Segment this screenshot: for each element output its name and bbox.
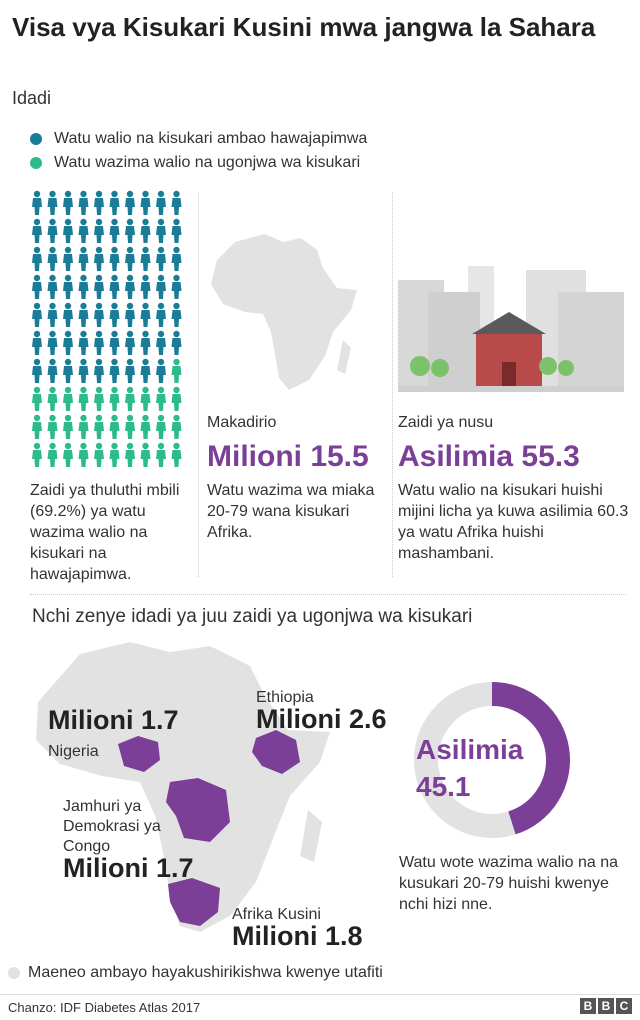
map-legend — [8, 964, 383, 982]
person-icon-diagnosed — [172, 387, 182, 411]
person-icon-diagnosed — [79, 387, 89, 411]
person-icon-undiagnosed — [48, 331, 58, 355]
person-icon-undiagnosed — [141, 359, 151, 383]
person-icon-undiagnosed — [48, 191, 58, 215]
map-legend-dot — [8, 967, 20, 979]
person-icon-undiagnosed — [63, 191, 73, 215]
person-icon-undiagnosed — [141, 275, 151, 299]
person-icon-undiagnosed — [110, 219, 120, 243]
person-icon-undiagnosed — [156, 303, 166, 327]
person-icon-undiagnosed — [110, 303, 120, 327]
legend-item-diagnosed — [30, 154, 360, 172]
person-icon-diagnosed — [125, 443, 135, 467]
person-icon-undiagnosed — [79, 191, 89, 215]
person-icon-diagnosed — [63, 387, 73, 411]
person-icon-diagnosed — [48, 415, 58, 439]
divider — [392, 192, 393, 577]
person-icon-undiagnosed — [32, 219, 42, 243]
person-icon-undiagnosed — [48, 247, 58, 271]
page-subtitle: Idadi — [12, 88, 52, 108]
person-icon-undiagnosed — [156, 191, 166, 215]
person-icon-diagnosed — [125, 415, 135, 439]
person-icon-diagnosed — [32, 443, 42, 467]
person-icon-undiagnosed — [172, 247, 182, 271]
person-icon-undiagnosed — [172, 303, 182, 327]
person-icon-undiagnosed — [79, 359, 89, 383]
person-icon-undiagnosed — [32, 247, 42, 271]
legend-dot-undiagnosed — [30, 133, 42, 145]
africa-countries-map — [20, 632, 350, 952]
person-icon-diagnosed — [172, 359, 182, 383]
legend-label-diagnosed: Watu wazima walio na ugonjwa wa kisukari — [54, 154, 361, 171]
person-icon-diagnosed — [48, 387, 58, 411]
divider — [198, 192, 199, 577]
footer-divider — [0, 994, 640, 995]
person-icon-diagnosed — [156, 387, 166, 411]
person-icon-undiagnosed — [125, 303, 135, 327]
africa-label: Makadirio — [207, 414, 277, 431]
person-icon-diagnosed — [172, 415, 182, 439]
bbc-logo: B B C — [580, 998, 632, 1014]
person-icon-diagnosed — [156, 415, 166, 439]
person-icon-undiagnosed — [48, 359, 58, 383]
person-icon-undiagnosed — [156, 219, 166, 243]
person-icon-diagnosed — [141, 443, 151, 467]
person-icon-diagnosed — [63, 443, 73, 467]
person-icon-undiagnosed — [32, 331, 42, 355]
person-icon-undiagnosed — [141, 219, 151, 243]
person-icon-undiagnosed — [110, 275, 120, 299]
person-icon-diagnosed — [94, 415, 104, 439]
person-icon-undiagnosed — [125, 247, 135, 271]
person-icon-undiagnosed — [63, 275, 73, 299]
people-pictogram — [30, 190, 185, 472]
person-icon-undiagnosed — [110, 331, 120, 355]
person-icon-undiagnosed — [79, 303, 89, 327]
person-icon-undiagnosed — [48, 219, 58, 243]
person-icon-undiagnosed — [48, 275, 58, 299]
person-icon-undiagnosed — [48, 303, 58, 327]
drc-value: Milioni 1.7 — [63, 853, 194, 883]
person-icon-undiagnosed — [94, 303, 104, 327]
person-icon-undiagnosed — [32, 359, 42, 383]
donut-value: 45.1 — [416, 771, 471, 802]
person-icon-undiagnosed — [172, 331, 182, 355]
legend-label-undiagnosed: Watu walio na kisukari ambao hawajapimwa — [54, 130, 368, 147]
donut-description: Watu wote wazima walio na na kusukari 20-79 huishi kwenye nchi hizi nne. — [399, 854, 619, 913]
legend-dot-diagnosed — [30, 157, 42, 169]
person-icon-undiagnosed — [79, 275, 89, 299]
person-icon-undiagnosed — [110, 359, 120, 383]
person-icon-diagnosed — [141, 387, 151, 411]
city-illustration — [398, 262, 624, 392]
person-icon-undiagnosed — [156, 359, 166, 383]
person-icon-undiagnosed — [32, 303, 42, 327]
south-africa-value: Milioni 1.8 — [232, 921, 363, 951]
drc-name: Jamhuri ya Demokrasi ya Congo — [63, 798, 161, 855]
person-icon-undiagnosed — [125, 219, 135, 243]
person-icon-undiagnosed — [125, 191, 135, 215]
person-icon-undiagnosed — [156, 331, 166, 355]
person-icon-undiagnosed — [63, 219, 73, 243]
people-description: Zaidi ya thuluthi mbili (69.2%) ya watu wazima walio na kisukari na hawajapimwa. — [30, 482, 180, 583]
person-icon-undiagnosed — [94, 247, 104, 271]
person-icon-undiagnosed — [94, 331, 104, 355]
countries-title: Nchi zenye idadi ya juu zaidi ya ugonjwa wa kisukari — [32, 606, 473, 627]
nigeria-name: Nigeria — [48, 743, 99, 760]
person-icon-undiagnosed — [63, 359, 73, 383]
person-icon-diagnosed — [110, 387, 120, 411]
person-icon-diagnosed — [63, 415, 73, 439]
person-icon-undiagnosed — [79, 219, 89, 243]
africa-description: Watu wazima wa miaka 20-79 wana kisukari Afrika. — [207, 482, 375, 541]
city-label: Zaidi ya nusu — [398, 414, 494, 431]
ethiopia-value: Milioni 2.6 — [256, 704, 387, 734]
person-icon-undiagnosed — [32, 191, 42, 215]
person-icon-diagnosed — [32, 387, 42, 411]
person-icon-undiagnosed — [63, 331, 73, 355]
person-icon-diagnosed — [32, 415, 42, 439]
source-text: Chanzo: IDF Diabetes Atlas 2017 — [8, 1000, 201, 1015]
person-icon-diagnosed — [156, 443, 166, 467]
person-icon-diagnosed — [110, 443, 120, 467]
person-icon-undiagnosed — [156, 275, 166, 299]
page-title: Visa vya Kisukari Kusini mwa jangwa la Sahara — [12, 12, 596, 42]
person-icon-diagnosed — [172, 443, 182, 467]
person-icon-undiagnosed — [172, 219, 182, 243]
city-value: Asilimia 55.3 — [398, 440, 580, 473]
person-icon-diagnosed — [48, 443, 58, 467]
legend-item-undiagnosed — [30, 130, 367, 148]
person-icon-undiagnosed — [94, 359, 104, 383]
person-icon-undiagnosed — [172, 191, 182, 215]
person-icon-undiagnosed — [141, 303, 151, 327]
south-africa-name: Afrika Kusini — [232, 906, 321, 923]
person-icon-undiagnosed — [125, 331, 135, 355]
africa-map-icon — [205, 228, 365, 398]
person-icon-undiagnosed — [79, 247, 89, 271]
person-icon-undiagnosed — [141, 191, 151, 215]
person-icon-undiagnosed — [94, 275, 104, 299]
person-icon-undiagnosed — [156, 247, 166, 271]
person-icon-undiagnosed — [141, 331, 151, 355]
person-icon-diagnosed — [110, 415, 120, 439]
person-icon-undiagnosed — [110, 191, 120, 215]
person-icon-diagnosed — [79, 415, 89, 439]
person-icon-diagnosed — [141, 415, 151, 439]
person-icon-diagnosed — [94, 443, 104, 467]
map-legend-label: Maeneo ambayo hayakushirikishwa kwenye utafiti — [28, 964, 383, 981]
person-icon-undiagnosed — [172, 275, 182, 299]
person-icon-diagnosed — [79, 443, 89, 467]
section-divider — [30, 594, 626, 595]
person-icon-undiagnosed — [32, 275, 42, 299]
person-icon-undiagnosed — [125, 275, 135, 299]
person-icon-diagnosed — [125, 387, 135, 411]
person-icon-undiagnosed — [94, 219, 104, 243]
person-icon-undiagnosed — [63, 247, 73, 271]
nigeria-value: Milioni 1.7 — [48, 705, 179, 735]
person-icon-undiagnosed — [79, 331, 89, 355]
person-icon-undiagnosed — [141, 247, 151, 271]
person-icon-undiagnosed — [125, 359, 135, 383]
city-description: Watu walio na kisukari huishi mijini licha ya kuwa asilimia 60.3 ya watu Afrika huishi mashambani. — [398, 482, 629, 562]
donut-label: Asilimia — [416, 734, 524, 765]
africa-value: Milioni 15.5 — [207, 440, 369, 473]
person-icon-undiagnosed — [94, 191, 104, 215]
ethiopia-name: Ethiopia — [256, 689, 314, 706]
person-icon-diagnosed — [94, 387, 104, 411]
person-icon-undiagnosed — [63, 303, 73, 327]
person-icon-undiagnosed — [110, 247, 120, 271]
